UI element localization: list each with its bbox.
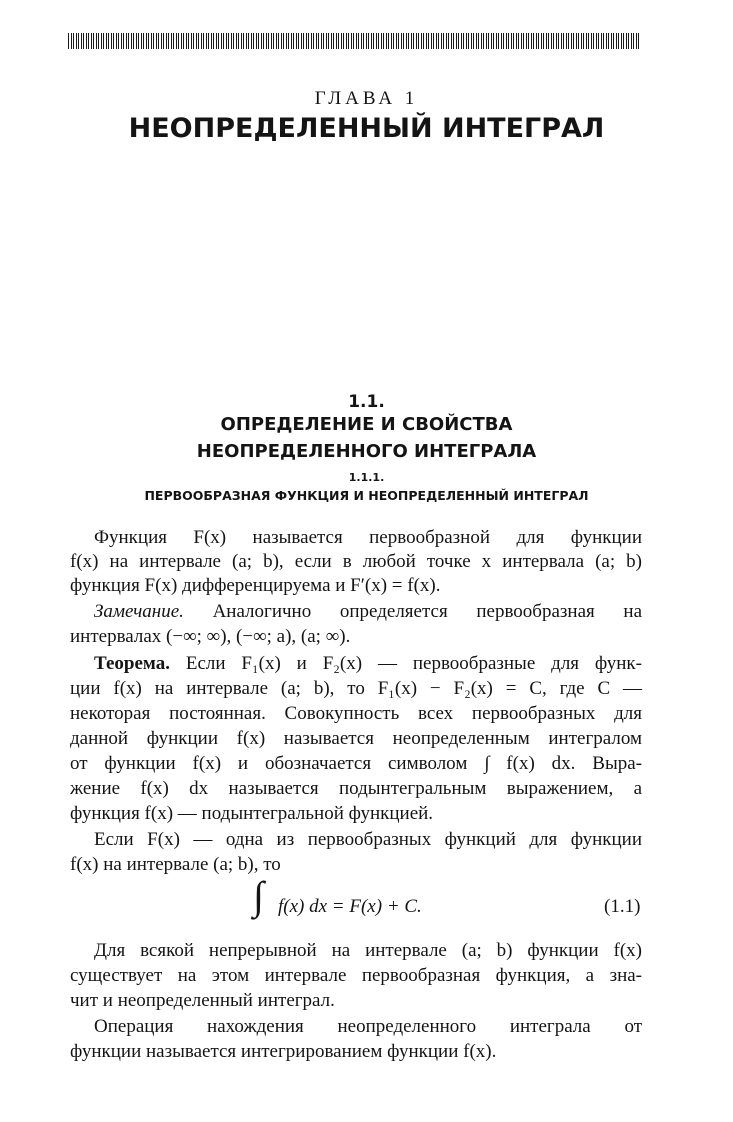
paragraph-line: данной функции f(x) называется неопределенным интегралом xyxy=(70,728,642,749)
paragraph-line: ции f(x) на интервале (a; b), то F₁(x) − F₂(x) = C, где C — xyxy=(70,678,642,699)
chapter-title: НЕОПРЕДЕЛЕННЫЙ ИНТЕГРАЛ xyxy=(128,113,605,144)
section-title-line2: НЕОПРЕДЕЛЕННОГО ИНТЕГРАЛА xyxy=(196,441,537,462)
subsection-number: 1.1.1. xyxy=(348,471,385,484)
chapter-label: ГЛАВА 1 xyxy=(314,88,419,109)
paragraph-line: от функции f(x) и обозначается символом ∫ f(x) dx. Выра- xyxy=(70,753,642,774)
paragraph-line: Операция нахождения неопределенного интеграла от xyxy=(94,1016,642,1037)
section-number: 1.1. xyxy=(348,392,385,412)
paragraph-line: функция f(x) — подынтегральной функцией. xyxy=(70,803,434,824)
subsection-title: ПЕРВООБРАЗНАЯ ФУНКЦИЯ И НЕОПРЕДЕЛЕННЫЙ ИНТЕГРАЛ xyxy=(144,488,589,503)
paragraph-line: существует на этом интервале первообразная функция, а зна- xyxy=(70,965,642,986)
paragraph-line: чит и неопределенный интеграл. xyxy=(70,990,335,1011)
paragraph-line: интервалах (−∞; ∞), (−∞; a), (a; ∞). xyxy=(70,626,351,647)
equation-number: (1.1) xyxy=(604,896,641,917)
paragraph-line: f(x) на интервале (a; b), то xyxy=(70,854,281,875)
formula: f(x) dx = F(x) + C. xyxy=(278,896,422,917)
paragraph-line: Функция F(x) называется первообразной для функции xyxy=(94,527,642,548)
remark-label: Замечание. xyxy=(94,601,184,622)
remark-line xyxy=(70,601,642,623)
paragraph-line: некоторая постоянная. Совокупность всех первообразных для xyxy=(70,703,642,724)
paragraph-line: Если F(x) — одна из первообразных функций для функции xyxy=(94,829,642,850)
integral-sign: ∫ xyxy=(253,873,264,918)
remark-text: Аналогично определяется первообразная на xyxy=(212,601,642,622)
theorem-text: Если F₁(x) и F₂(x) — первообразные для функ- xyxy=(185,653,642,674)
section-title-line1: ОПРЕДЕЛЕНИЕ И СВОЙСТВА xyxy=(220,414,513,435)
paragraph-line: Для всякой непрерывной на интервале (a; b) функции f(x) xyxy=(94,940,642,961)
theorem-line xyxy=(70,653,642,675)
theorem-label: Теорема. xyxy=(94,653,170,674)
paragraph-line: жение f(x) dx называется подынтегральным выражением, а xyxy=(70,778,642,799)
paragraph-line: функция F(x) дифференцируема и F′(x) = f(x). xyxy=(70,575,441,596)
paragraph-line: f(x) на интервале (a; b), если в любой точке x интервала (a; b) xyxy=(70,551,642,572)
page-header-barcode xyxy=(68,33,640,49)
paragraph-line: функции называется интегрированием функции f(x). xyxy=(70,1041,497,1062)
